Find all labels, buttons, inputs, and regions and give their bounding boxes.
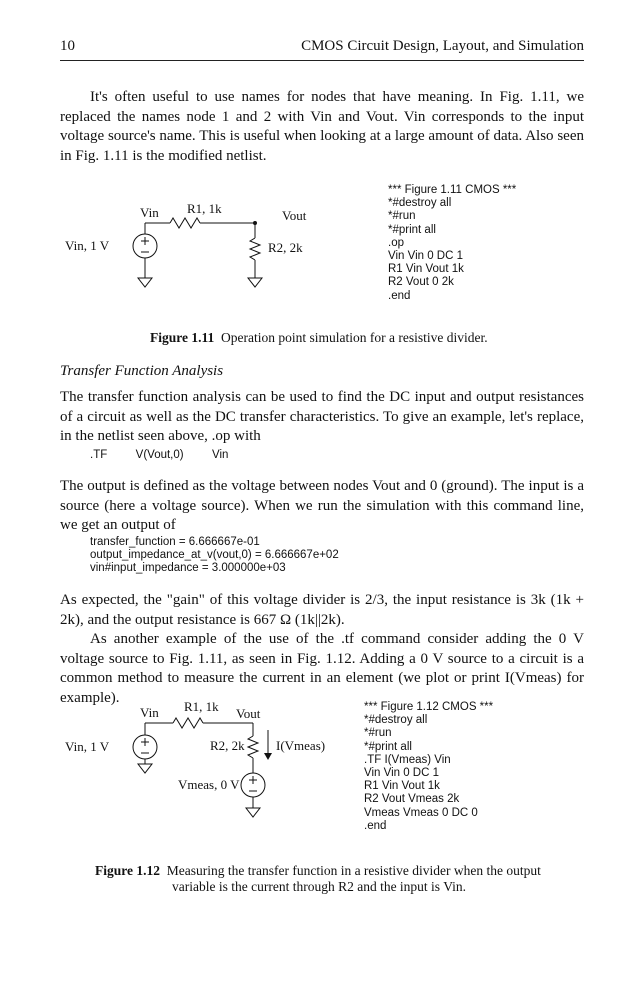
label-r2: R2, 2k	[210, 738, 245, 753]
running-title: CMOS Circuit Design, Layout, and Simulation	[301, 38, 584, 54]
label-source: Vin, 1 V	[65, 739, 110, 754]
page-number: 10	[60, 38, 75, 54]
netlist-line: R1 Vin Vout 1k	[388, 263, 464, 276]
label-vmeas: Vmeas, 0 V	[178, 777, 240, 792]
tf-cmd: .TF	[90, 449, 108, 461]
simulation-output	[90, 536, 339, 576]
tf-arg2: Vin	[212, 449, 229, 461]
section-heading: Transfer Function Analysis	[60, 363, 224, 379]
caption-label: Figure 1.11	[150, 330, 215, 345]
netlist-line: *#destroy all	[388, 197, 452, 210]
netlist-line: *#print all	[388, 223, 436, 236]
caption-text-line1: Measuring the transfer function in a resistive divider when the output	[166, 863, 541, 878]
figure-1-12-caption	[95, 863, 565, 879]
label-current: I(Vmeas)	[276, 738, 326, 753]
figure-1-12-netlist	[364, 701, 493, 833]
figure-1-12-caption-line2: variable is the current through R2 and the input is Vin.	[172, 879, 467, 894]
label-vout-node: Vout	[282, 208, 307, 223]
netlist-line: *#run	[364, 727, 392, 740]
label-vout-node: Vout	[236, 706, 261, 721]
netlist-line: Vin Vin 0 DC 1	[388, 250, 464, 263]
ground-icon	[138, 278, 152, 287]
figure-1-11-caption	[150, 330, 488, 346]
r2-resistor	[248, 736, 258, 758]
paragraph-another-example: As another example of the use of the .tf command consider adding the 0 V voltage source to Fig. 1.11, as seen in Fig. 1.12. Adding a 0 V source to a circuit is a common method to measure the current in an element (we plot or print I(Vmeas) for example).	[60, 631, 584, 706]
output-line: output_impedance_at_v(vout,0) = 6.666667e+02	[90, 549, 339, 562]
figure-1-11-schematic	[60, 190, 360, 310]
netlist-line: *** Figure 1.12 CMOS ***	[364, 701, 494, 713]
r2-resistor	[250, 238, 260, 260]
netlist-line: .TF I(Vmeas) Vin	[364, 753, 451, 766]
label-vin-node: Vin	[140, 705, 159, 720]
netlist-line: R1 Vin Vout 1k	[364, 780, 440, 793]
netlist-line: Vin Vin 0 DC 1	[364, 767, 440, 780]
r1-resistor	[170, 218, 200, 228]
netlist-line: .end	[388, 289, 411, 302]
netlist-line: *#run	[388, 210, 416, 223]
tf-arg1: V(Vout,0)	[135, 449, 184, 461]
netlist-line: *#print all	[364, 740, 412, 753]
paragraph-tf-intro: The transfer function analysis can be used to find the DC input and output resistances of a circuit as well as the DC transfer characteristics. To give an example, let's replace, in the netlist seen above, .op with	[60, 389, 584, 444]
header-rule	[60, 60, 584, 61]
netlist-line: *** Figure 1.11 CMOS ***	[388, 184, 517, 196]
label-r2: R2, 2k	[268, 240, 303, 255]
ground-icon	[138, 764, 152, 773]
label-vin-node: Vin	[140, 205, 159, 220]
output-line: vin#input_impedance = 3.000000e+03	[90, 562, 286, 575]
paragraph-intro: It's often useful to use names for nodes that have meaning. In Fig. 1.11, we replaced the names node 1 and 2 with Vin and Vout. Vin corresponds to the input voltage source's name. This is useful when looking at a large amount of data. Also seen in Fig. 1.11 is the modified netlist.	[60, 89, 584, 164]
netlist-line: R2 Vout Vmeas 2k	[364, 793, 460, 806]
label-r1: R1, 1k	[187, 201, 222, 216]
ground-icon	[246, 808, 260, 817]
figure-1-11-netlist	[388, 184, 516, 303]
netlist-line: Vmeas Vmeas 0 DC 0	[364, 806, 478, 819]
figure-1-12-schematic	[60, 698, 360, 838]
tf-command	[90, 449, 228, 461]
netlist-line: .end	[364, 819, 387, 832]
paragraph-expected: As expected, the "gain" of this voltage divider is 2/3, the input resistance is 3k (1k + 2k), and the output resistance is 667 Ω (1k||2k).	[60, 592, 584, 628]
label-source: Vin, 1 V	[65, 238, 110, 253]
r1-resistor	[173, 718, 203, 728]
paragraph-output-def: The output is defined as the voltage between nodes Vout and 0 (ground). The input is a source (here a voltage source). When we run the simulation with this command line, we get an output of	[60, 478, 584, 533]
netlist-line: R2 Vout 0 2k	[388, 276, 454, 289]
netlist-line: *#destroy all	[364, 714, 428, 727]
caption-text: Operation point simulation for a resistive divider.	[221, 330, 488, 345]
output-line: transfer_function = 6.666667e-01	[90, 536, 260, 548]
label-r1: R1, 1k	[184, 699, 219, 714]
caption-label: Figure 1.12	[95, 863, 160, 878]
ground-icon	[248, 278, 262, 287]
netlist-line: .op	[388, 236, 404, 249]
